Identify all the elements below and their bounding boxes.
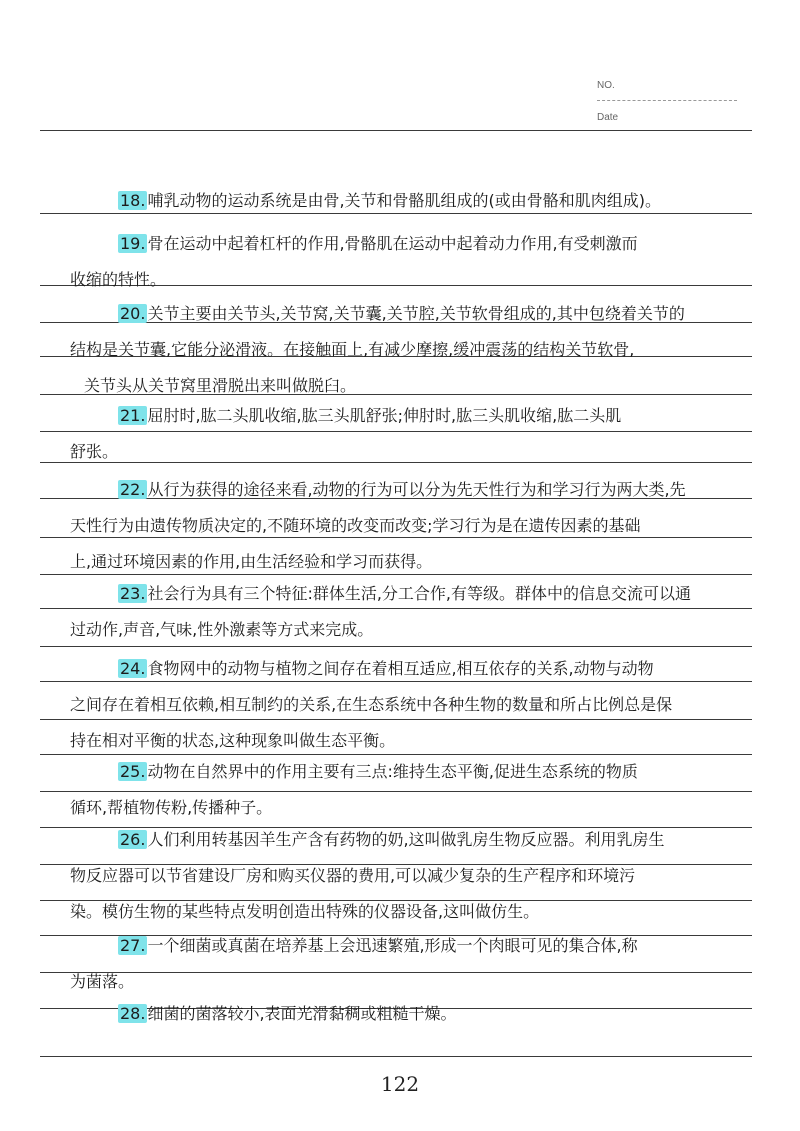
item-number-highlight: 18. <box>120 191 146 210</box>
item-text: 为菌落。 <box>70 972 135 991</box>
item-text: 物反应器可以节省建设厂房和购买仪器的费用,可以减少复杂的生产程序和环境污 <box>70 866 636 885</box>
item-text: 持在相对平衡的状态,这种现象叫做生态平衡。 <box>70 731 396 750</box>
item-text: 人们利用转基因羊生产含有药物的奶,这叫做乳房生物反应器。利用乳房生 <box>147 830 665 849</box>
item-number-highlight: 21. <box>120 406 146 425</box>
item-text: 细菌的菌落较小,表面光滑黏稠或粗糙干燥。 <box>147 1004 457 1023</box>
note-item-continuation <box>70 613 800 647</box>
note-item-continuation <box>70 965 800 999</box>
item-text: 染。模仿生物的某些特点发明创造出特殊的仪器设备,这叫做仿生。 <box>70 902 540 921</box>
note-item-line <box>118 997 800 1031</box>
item-text: 循环,帮植物传粉,传播种子。 <box>70 798 273 817</box>
item-text: 关节头从关节窝里滑脱出来叫做脱臼。 <box>84 376 357 395</box>
item-number-highlight: 20. <box>120 304 146 323</box>
note-item-continuation <box>70 791 800 825</box>
note-item-line <box>118 823 800 857</box>
header-no-label: NO. <box>597 80 615 91</box>
header-no-divider <box>597 100 737 101</box>
note-item-line <box>118 297 800 331</box>
item-text: 上,通过环境因素的作用,由生活经验和学习而获得。 <box>70 552 433 571</box>
item-text: 关节主要由关节头,关节窝,关节囊,关节腔,关节软骨组成的,其中包绕着关节的 <box>147 304 685 323</box>
note-item-line <box>118 399 800 433</box>
note-item-continuation <box>70 263 800 297</box>
note-item-continuation <box>84 369 800 403</box>
note-item-continuation <box>70 545 800 579</box>
note-item-continuation <box>70 688 800 722</box>
item-text: 骨在运动中起着杠杆的作用,骨骼肌在运动中起着动力作用,有受刺激而 <box>147 234 638 253</box>
note-item-continuation <box>70 895 800 929</box>
item-text: 收缩的特性。 <box>70 270 167 289</box>
item-number-highlight: 26. <box>120 830 146 849</box>
item-text: 社会行为具有三个特征:群体生活,分工合作,有等级。群体中的信息交流可以通 <box>147 584 692 603</box>
item-text: 一个细菌或真菌在培养基上会迅速繁殖,形成一个肉眼可见的集合体,称 <box>147 936 638 955</box>
page-number: 122 <box>380 1072 420 1096</box>
note-item-continuation <box>70 435 800 469</box>
item-text: 天性行为由遗传物质决定的,不随环境的改变而改变;学习行为是在遗传因素的基础 <box>70 516 641 535</box>
note-item-continuation <box>70 859 800 893</box>
item-text: 从行为获得的途径来看,动物的行为可以分为先天性行为和学习行为两大类,先 <box>147 480 686 499</box>
note-item-continuation <box>70 724 800 758</box>
note-item-line <box>118 755 800 789</box>
note-item-continuation <box>70 333 800 367</box>
item-text: 哺乳动物的运动系统是由骨,关节和骨骼肌组成的(或由骨骼和肌肉组成)。 <box>147 191 662 210</box>
note-item-line <box>118 227 800 261</box>
item-number-highlight: 25. <box>120 762 146 781</box>
ruled-line <box>40 130 752 131</box>
item-text: 之间存在着相互依赖,相互制约的关系,在生态系统中各种生物的数量和所占比例总是保 <box>70 695 673 714</box>
item-number-highlight: 19. <box>120 234 146 253</box>
note-item-line <box>118 473 800 507</box>
note-item-line <box>118 184 800 218</box>
note-item-line <box>118 577 800 611</box>
header-date-label: Date <box>597 112 619 123</box>
item-number-highlight: 24. <box>120 659 146 678</box>
item-text: 食物网中的动物与植物之间存在着相互适应,相互依存的关系,动物与动物 <box>147 659 654 678</box>
note-item-continuation <box>70 509 800 543</box>
item-text: 动物在自然界中的作用主要有三点:维持生态平衡,促进生态系统的物质 <box>147 762 638 781</box>
item-number-highlight: 23. <box>120 584 146 603</box>
item-text: 舒张。 <box>70 442 119 461</box>
ruled-line <box>40 1056 752 1057</box>
item-text: 屈肘时,肱二头肌收缩,肱三头肌舒张;伸肘时,肱三头肌收缩,肱二头肌 <box>147 406 622 425</box>
note-item-line <box>118 652 800 686</box>
item-number-highlight: 28. <box>120 1004 146 1023</box>
item-number-highlight: 27. <box>120 936 146 955</box>
item-number-highlight: 22. <box>120 480 146 499</box>
note-item-line <box>118 929 800 963</box>
item-text: 结构是关节囊,它能分泌滑液。在接触面上,有减少摩擦,缓冲震荡的结构关节软骨, <box>70 340 635 359</box>
item-text: 过动作,声音,气味,性外激素等方式来完成。 <box>70 620 374 639</box>
